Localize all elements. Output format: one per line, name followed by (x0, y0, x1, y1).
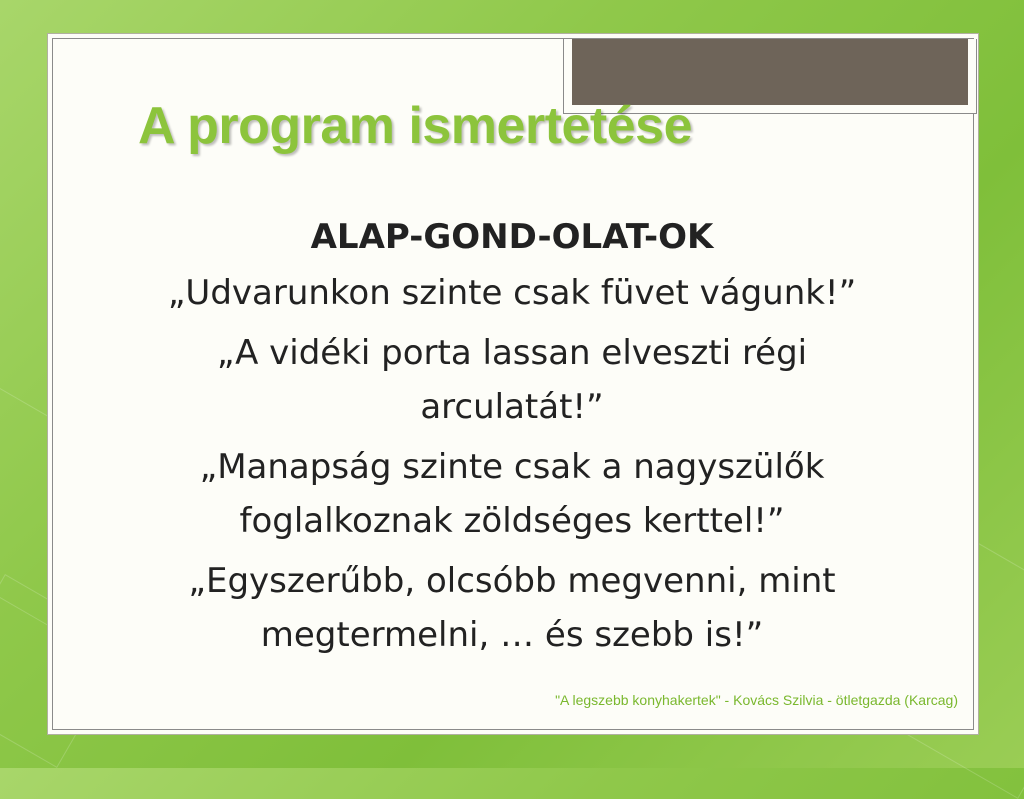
slide-title: A program ismertetése (138, 97, 693, 155)
slide-credit: "A legszebb konyhakertek" - Kovács Szilvia - ötletgazda (Karcag) (555, 692, 958, 708)
quote-3: „Manapság szinte csak a nagyszülők foglalkoznak zöldséges kerttel!” (199, 447, 825, 541)
quote-2: „A vidéki porta lassan elveszti régi arculatát!” (216, 333, 808, 427)
slide-heading: ALAP-GOND-OLAT-OK (310, 217, 714, 257)
quote-4: „Egyszerűbb, olcsóbb megvenni, mint megtermelni, … és szebb is!” (188, 561, 836, 655)
quote-1: „Udvarunkon szinte csak füvet vágunk!” (167, 273, 857, 313)
slide-body (70, 208, 954, 668)
